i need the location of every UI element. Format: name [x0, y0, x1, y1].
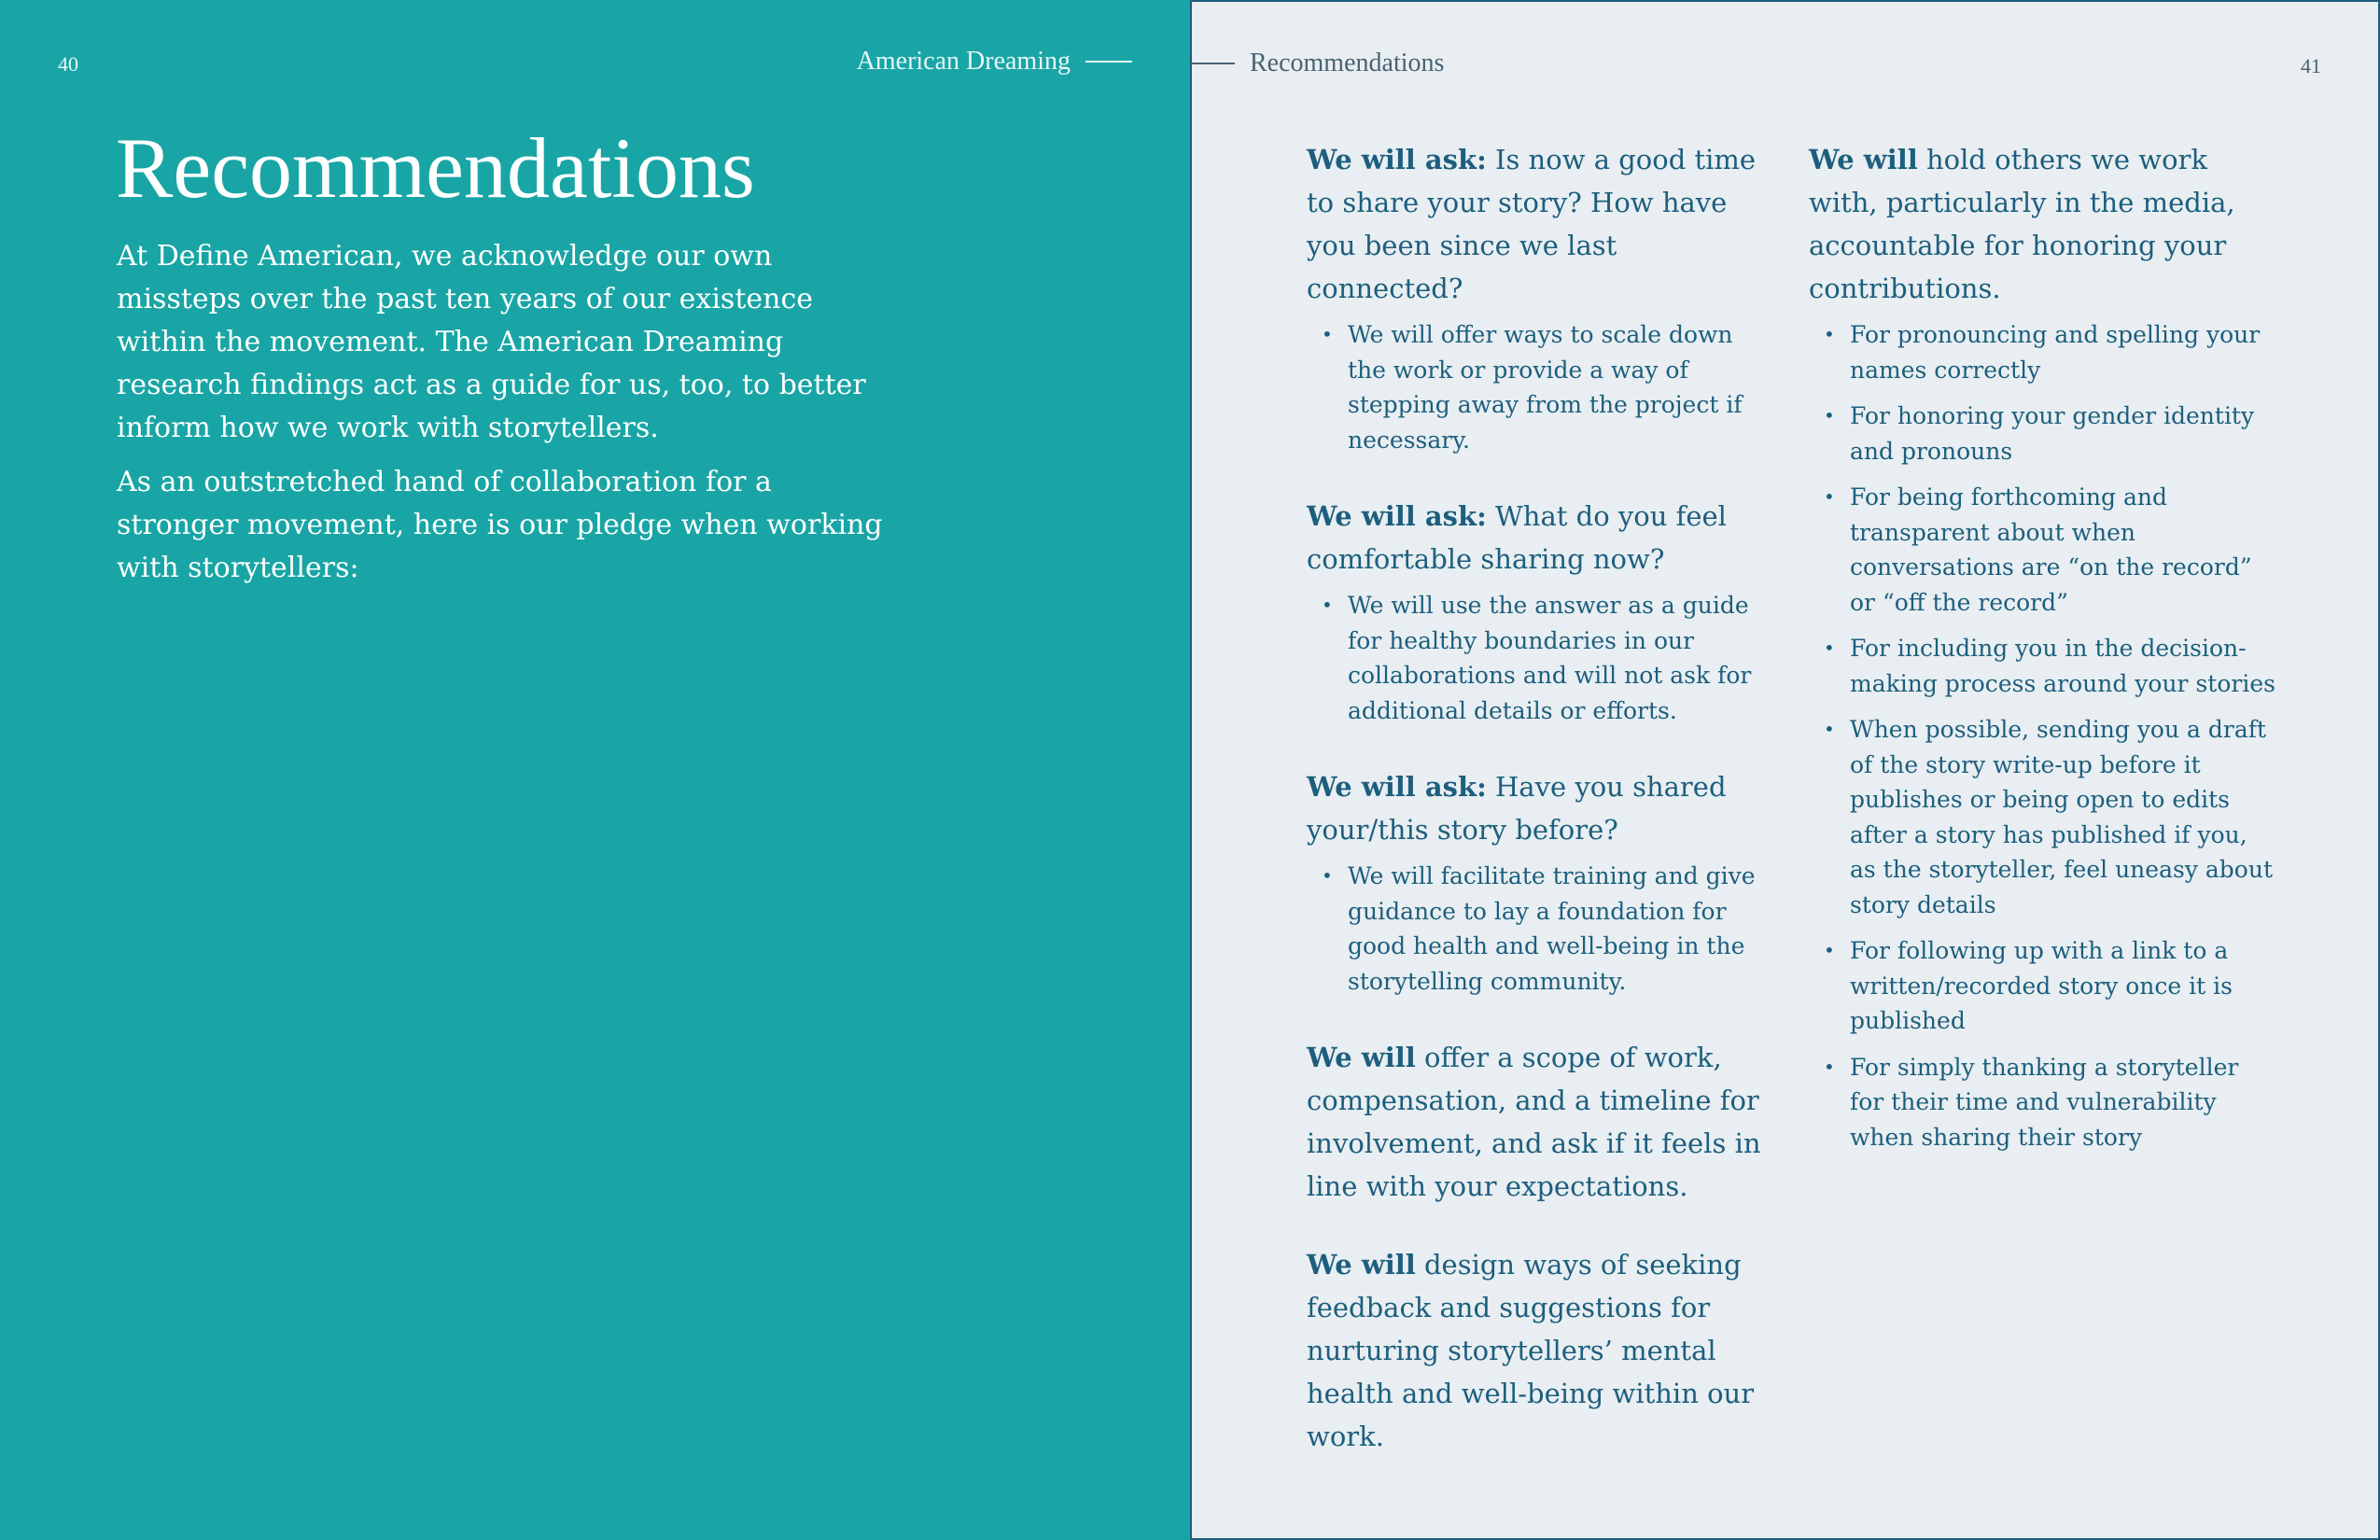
pledge-lead: We will: [1307, 1249, 1416, 1281]
pledge-bullet: • We will facilitate training and give guidance to lay a foundation for good health and well-being in the storytelling community.: [1348, 859, 1773, 999]
intro-paragraph-2: As an outstretched hand of collaboration for a stronger movement, here is our pledge when working with storytellers:: [117, 466, 883, 584]
running-header-right: [1192, 49, 1444, 78]
pledge-item: [1307, 1243, 1773, 1458]
pledge-text: What do you feel comfortable sharing now?: [1307, 500, 1727, 575]
pledge-bullet-list: [1809, 317, 2275, 1155]
pledge-bullet: • For simply thanking a storyteller for their time and vulnerability when sharing their story: [1850, 1050, 2275, 1155]
pledge-bullet: • For following up with a link to a written/recorded story once it is published: [1850, 933, 2275, 1039]
page-number-left: 40: [58, 52, 78, 76]
pledge-text: Is now a good time to share your story? How have you been since we last connected?: [1307, 144, 1757, 304]
pledge-item: [1307, 765, 1773, 851]
intro-text: [117, 235, 891, 601]
pledge-bullet: • For pronouncing and spelling your names correctly: [1850, 317, 2275, 387]
pledge-bullet: • For being forthcoming and transparent about when conversations are “on the record” or “off the record”: [1850, 480, 2275, 620]
pledge-bullet: • For including you in the decision-making process around your stories: [1850, 631, 2275, 701]
pledge-lead: We will ask:: [1307, 771, 1487, 803]
pledge-lead: We will ask:: [1307, 500, 1487, 532]
pledge-bullet-list: [1307, 588, 1773, 728]
running-header-left-text: American Dreaming: [856, 47, 1071, 76]
pledge-text: design ways of seeking feedback and suggestions for nurturing storytellers’ mental health and well-being within our work.: [1307, 1249, 1755, 1452]
pledge-item: [1307, 138, 1773, 310]
running-header-right-rule: [1192, 63, 1235, 64]
running-header-left: [857, 47, 1132, 77]
pledge-lead: We will ask:: [1307, 144, 1487, 175]
pledge-bullet: • We will use the answer as a guide for healthy boundaries in our collaborations and will not ask for additional details or efforts.: [1348, 588, 1773, 728]
pledge-text: Have you shared your/this story before?: [1307, 771, 1727, 846]
running-header-right-text: Recommendations: [1250, 49, 1445, 77]
pledge-bullet-list: [1307, 859, 1773, 999]
pledge-bullet-list: [1307, 317, 1773, 457]
pledge-bullet: • When possible, sending you a draft of the story write-up before it publishes or being open to edits after a story has published if you, as the storyteller, feel uneasy about story details: [1850, 712, 2275, 922]
pledge-bullet: • For honoring your gender identity and pronouns: [1850, 399, 2275, 469]
pledge-lead: We will: [1809, 144, 1918, 175]
page-title: Recommendations: [116, 120, 755, 216]
pledge-item: [1307, 1036, 1773, 1208]
intro-paragraph-1: At Define American, we acknowledge our own missteps over the past ten years of our existence within the movement. The American Dreaming research findings act as a guide for us, too, to better inform how we work with storytellers.: [117, 240, 866, 444]
pledge-column-1: [1307, 138, 1773, 1465]
pledge-item: [1307, 495, 1773, 581]
page-number-right: 41: [2301, 54, 2321, 77]
pledge-item: [1809, 138, 2275, 310]
pledge-text: hold others we work with, particularly in the media, accountable for honoring your contributions.: [1809, 144, 2235, 304]
running-header-left-rule: [1085, 61, 1132, 63]
pledge-bullet: • We will offer ways to scale down the work or provide a way of stepping away from the project if necessary.: [1348, 317, 1773, 457]
pledge-lead: We will: [1307, 1042, 1416, 1073]
pledge-text: offer a scope of work, compensation, and a timeline for involvement, and ask if it feels in line with your expectations.: [1307, 1042, 1761, 1202]
pledge-column-2: [1809, 138, 2275, 1192]
